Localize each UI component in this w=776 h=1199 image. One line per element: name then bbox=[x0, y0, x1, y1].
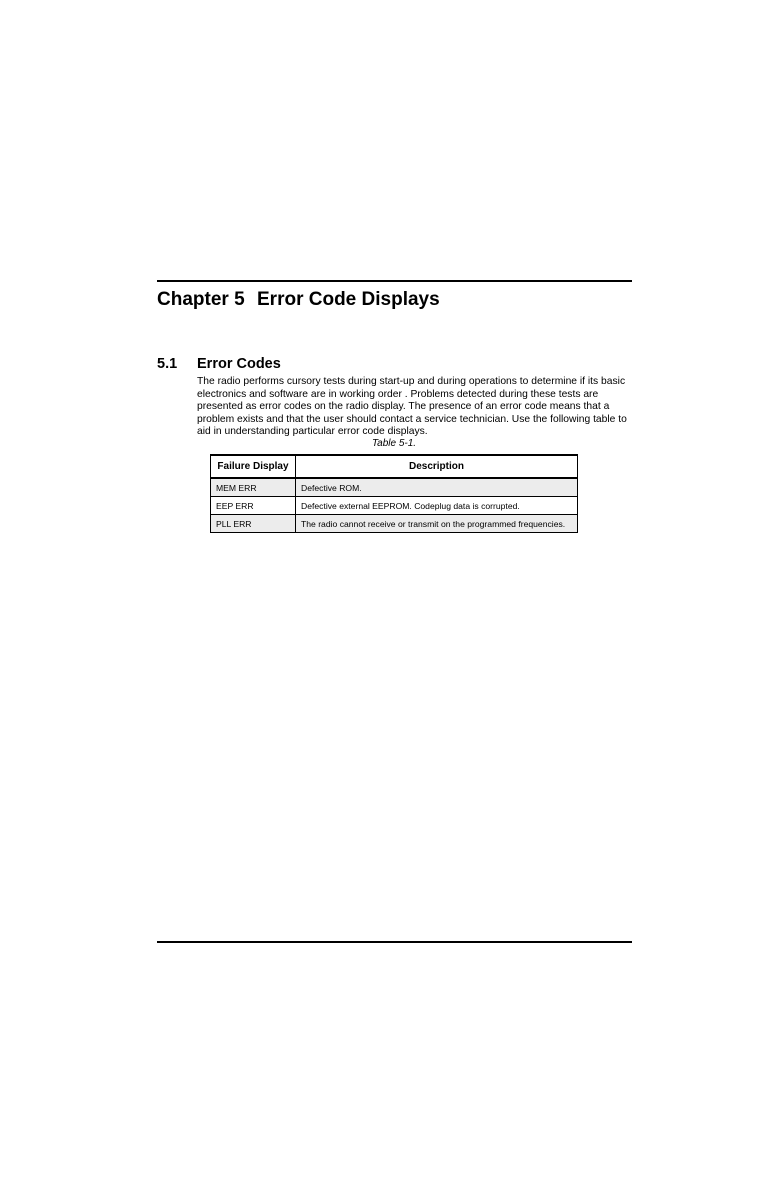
table-header-row bbox=[211, 455, 578, 478]
error-description-cell: Defective external EEPROM. Codeplug data is corrupted. bbox=[296, 497, 578, 515]
table-row bbox=[211, 515, 578, 533]
error-code-cell: MEM ERR bbox=[211, 478, 296, 497]
section-body-paragraph: The radio performs cursory tests during start-up and during operations to determine if its basic electronics and software are in working order . Problems detected during these tests are presented as error codes on the radio display. The presence of an error code means that a problem exists and that the user should contact a service technician. Use the following table to aid in understanding particular error code displays. bbox=[197, 376, 627, 437]
table-row bbox=[211, 497, 578, 515]
error-description-cell: The radio cannot receive or transmit on the programmed frequencies. bbox=[296, 515, 578, 533]
table-caption: Table 5-1. bbox=[371, 438, 417, 449]
chapter-title-text: Error Code Displays bbox=[257, 289, 440, 310]
section-heading bbox=[157, 355, 281, 373]
section-number: 5.1 bbox=[157, 356, 178, 372]
chapter-number: Chapter 5 bbox=[157, 289, 245, 310]
error-code-cell: EEP ERR bbox=[211, 497, 296, 515]
table-row bbox=[211, 478, 578, 497]
error-code-cell: PLL ERR bbox=[211, 515, 296, 533]
bottom-rule bbox=[157, 941, 632, 943]
column-header-description: Description bbox=[296, 455, 578, 478]
column-header-failure-display: Failure Display bbox=[211, 455, 296, 478]
error-code-table bbox=[210, 454, 578, 533]
section-title-text: Error Codes bbox=[197, 356, 281, 372]
error-description-cell: Defective ROM. bbox=[296, 478, 578, 497]
chapter-title bbox=[157, 289, 440, 311]
top-rule bbox=[157, 280, 632, 282]
